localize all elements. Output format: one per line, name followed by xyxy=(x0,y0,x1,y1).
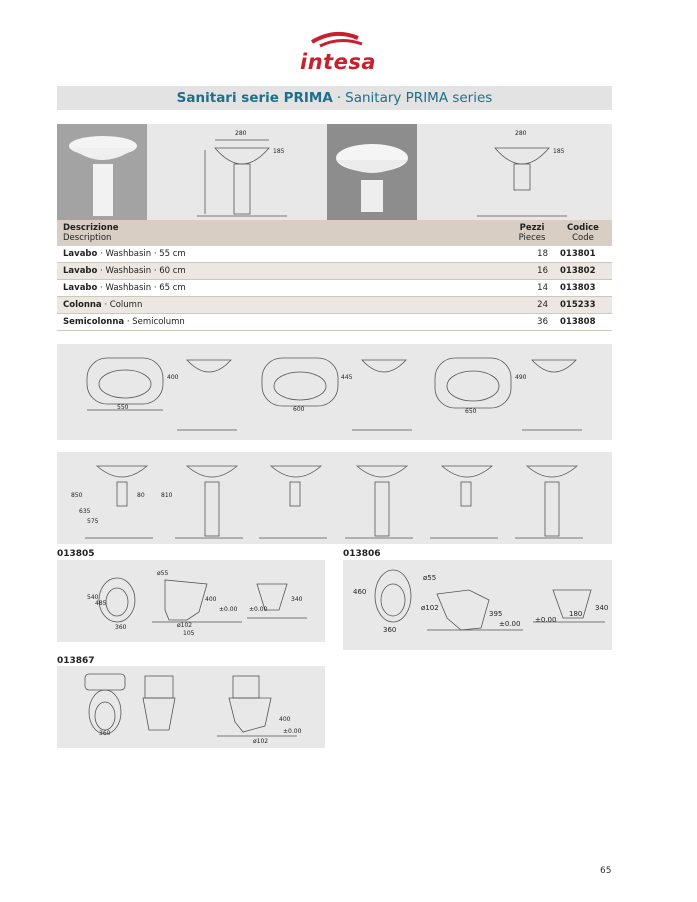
wc3-dim-400: 400 xyxy=(279,716,291,723)
wc-dim-zero-a: ±0.00 xyxy=(219,606,238,613)
dim-810: 810 xyxy=(161,492,173,499)
washbasin-550-side xyxy=(177,360,237,430)
dim-side-a: 185 xyxy=(273,148,285,155)
dim-side-b: 185 xyxy=(553,148,565,155)
wc3-dim-360: 360 xyxy=(99,730,111,737)
brand-logo xyxy=(290,28,400,78)
section-code-013806: 013806 xyxy=(343,549,381,559)
col-description: Descrizione Description xyxy=(63,223,119,243)
dim-top-a: 280 xyxy=(235,130,247,137)
washbasin-600-drawing xyxy=(262,358,338,406)
wc-dim-400: 400 xyxy=(205,596,217,603)
table-row: Lavabo · Washbasin · 60 cm 16 013802 xyxy=(57,263,612,280)
wc3-dim-102: ø102 xyxy=(253,738,269,745)
title-separator: · xyxy=(336,90,342,106)
title-bold: Sanitari serie PRIMA xyxy=(176,90,333,106)
pedestal-dimension-panel xyxy=(57,452,612,544)
wc-dim-485: 485 xyxy=(95,600,107,607)
product-image-panel xyxy=(57,124,612,220)
table-header-row xyxy=(57,220,612,246)
pedestal-drawing-6 xyxy=(515,466,583,538)
col-code: Codice Code xyxy=(567,223,599,243)
washbasin-600-side xyxy=(352,360,412,430)
wc-dim-zero-b: ±0.00 xyxy=(249,606,268,613)
dim-400: 400 xyxy=(167,374,179,381)
table-row: Lavabo · Washbasin · 55 cm 18 013801 xyxy=(57,246,612,263)
table-row: Semicolonna · Semicolumn 36 013808 xyxy=(57,314,612,331)
pedestal-drawing-2 xyxy=(175,466,243,538)
wc2-dim-340: 340 xyxy=(595,604,609,612)
washbasin-semicolumn-photo xyxy=(327,124,417,220)
dim-650: 650 xyxy=(465,408,477,415)
wc2-dim-155: ø55 xyxy=(423,574,437,582)
wc2-dim-180: 180 xyxy=(569,610,583,618)
wc-013806-panel xyxy=(343,560,612,650)
section-code-013805: 013805 xyxy=(57,549,95,559)
wc-013805-panel xyxy=(57,560,325,642)
washbasin-pedestal-photo xyxy=(57,124,147,220)
wc-dim-540: 540 xyxy=(87,594,99,601)
dim-575: 575 xyxy=(87,518,99,525)
brand-name: intesa xyxy=(300,50,377,74)
wc2-dim-395: 395 xyxy=(489,610,503,618)
wc2-dim-zero-b: ±0.00 xyxy=(535,616,557,624)
table-row: Colonna · Column 24 015233 xyxy=(57,297,612,314)
washbasin-semicolumn-drawing xyxy=(477,130,567,218)
dim-80: 80 xyxy=(137,492,145,499)
wc-dim-105: 105 xyxy=(183,630,195,637)
wc2-dim-102: ø102 xyxy=(421,604,439,612)
wc-dim-360: 360 xyxy=(115,624,127,631)
wc2-dim-360: 360 xyxy=(383,626,397,634)
dim-445: 445 xyxy=(341,374,353,381)
washbasin-650-drawing xyxy=(435,358,511,408)
pedestal-drawing-4 xyxy=(345,466,413,538)
washbasin-650-side xyxy=(522,360,582,430)
product-table xyxy=(57,220,612,331)
washbasin-dimension-panel xyxy=(57,344,612,440)
dim-550: 550 xyxy=(117,404,129,411)
wc-dim-102: ø102 xyxy=(177,622,193,629)
wc-dim-155: ø55 xyxy=(157,570,169,577)
pedestal-drawing-3 xyxy=(259,466,327,538)
pedestal-drawing-1 xyxy=(85,466,153,538)
dim-635: 635 xyxy=(79,508,91,515)
wc2-dim-zero-a: ±0.00 xyxy=(499,620,521,628)
dim-490: 490 xyxy=(515,374,527,381)
pedestal-drawing-5 xyxy=(430,466,498,538)
page-number: 65 xyxy=(600,866,612,876)
washbasin-pedestal-drawing xyxy=(197,130,287,218)
wc3-dim-zero: ±0.00 xyxy=(283,728,302,735)
dim-600: 600 xyxy=(293,406,305,413)
wc-dim-340: 340 xyxy=(291,596,303,603)
dim-top-b: 280 xyxy=(515,130,527,137)
section-code-013867: 013867 xyxy=(57,656,95,666)
table-row: Lavabo · Washbasin · 65 cm 14 013803 xyxy=(57,280,612,297)
washbasin-550-drawing xyxy=(87,358,163,410)
title-rest: Sanitary PRIMA series xyxy=(345,90,493,106)
page-title xyxy=(57,86,612,110)
wc2-dim-460: 460 xyxy=(353,588,367,596)
dim-850: 850 xyxy=(71,492,83,499)
col-pieces: Pezzi Pieces xyxy=(518,223,546,243)
wc-013867-panel xyxy=(57,666,325,748)
